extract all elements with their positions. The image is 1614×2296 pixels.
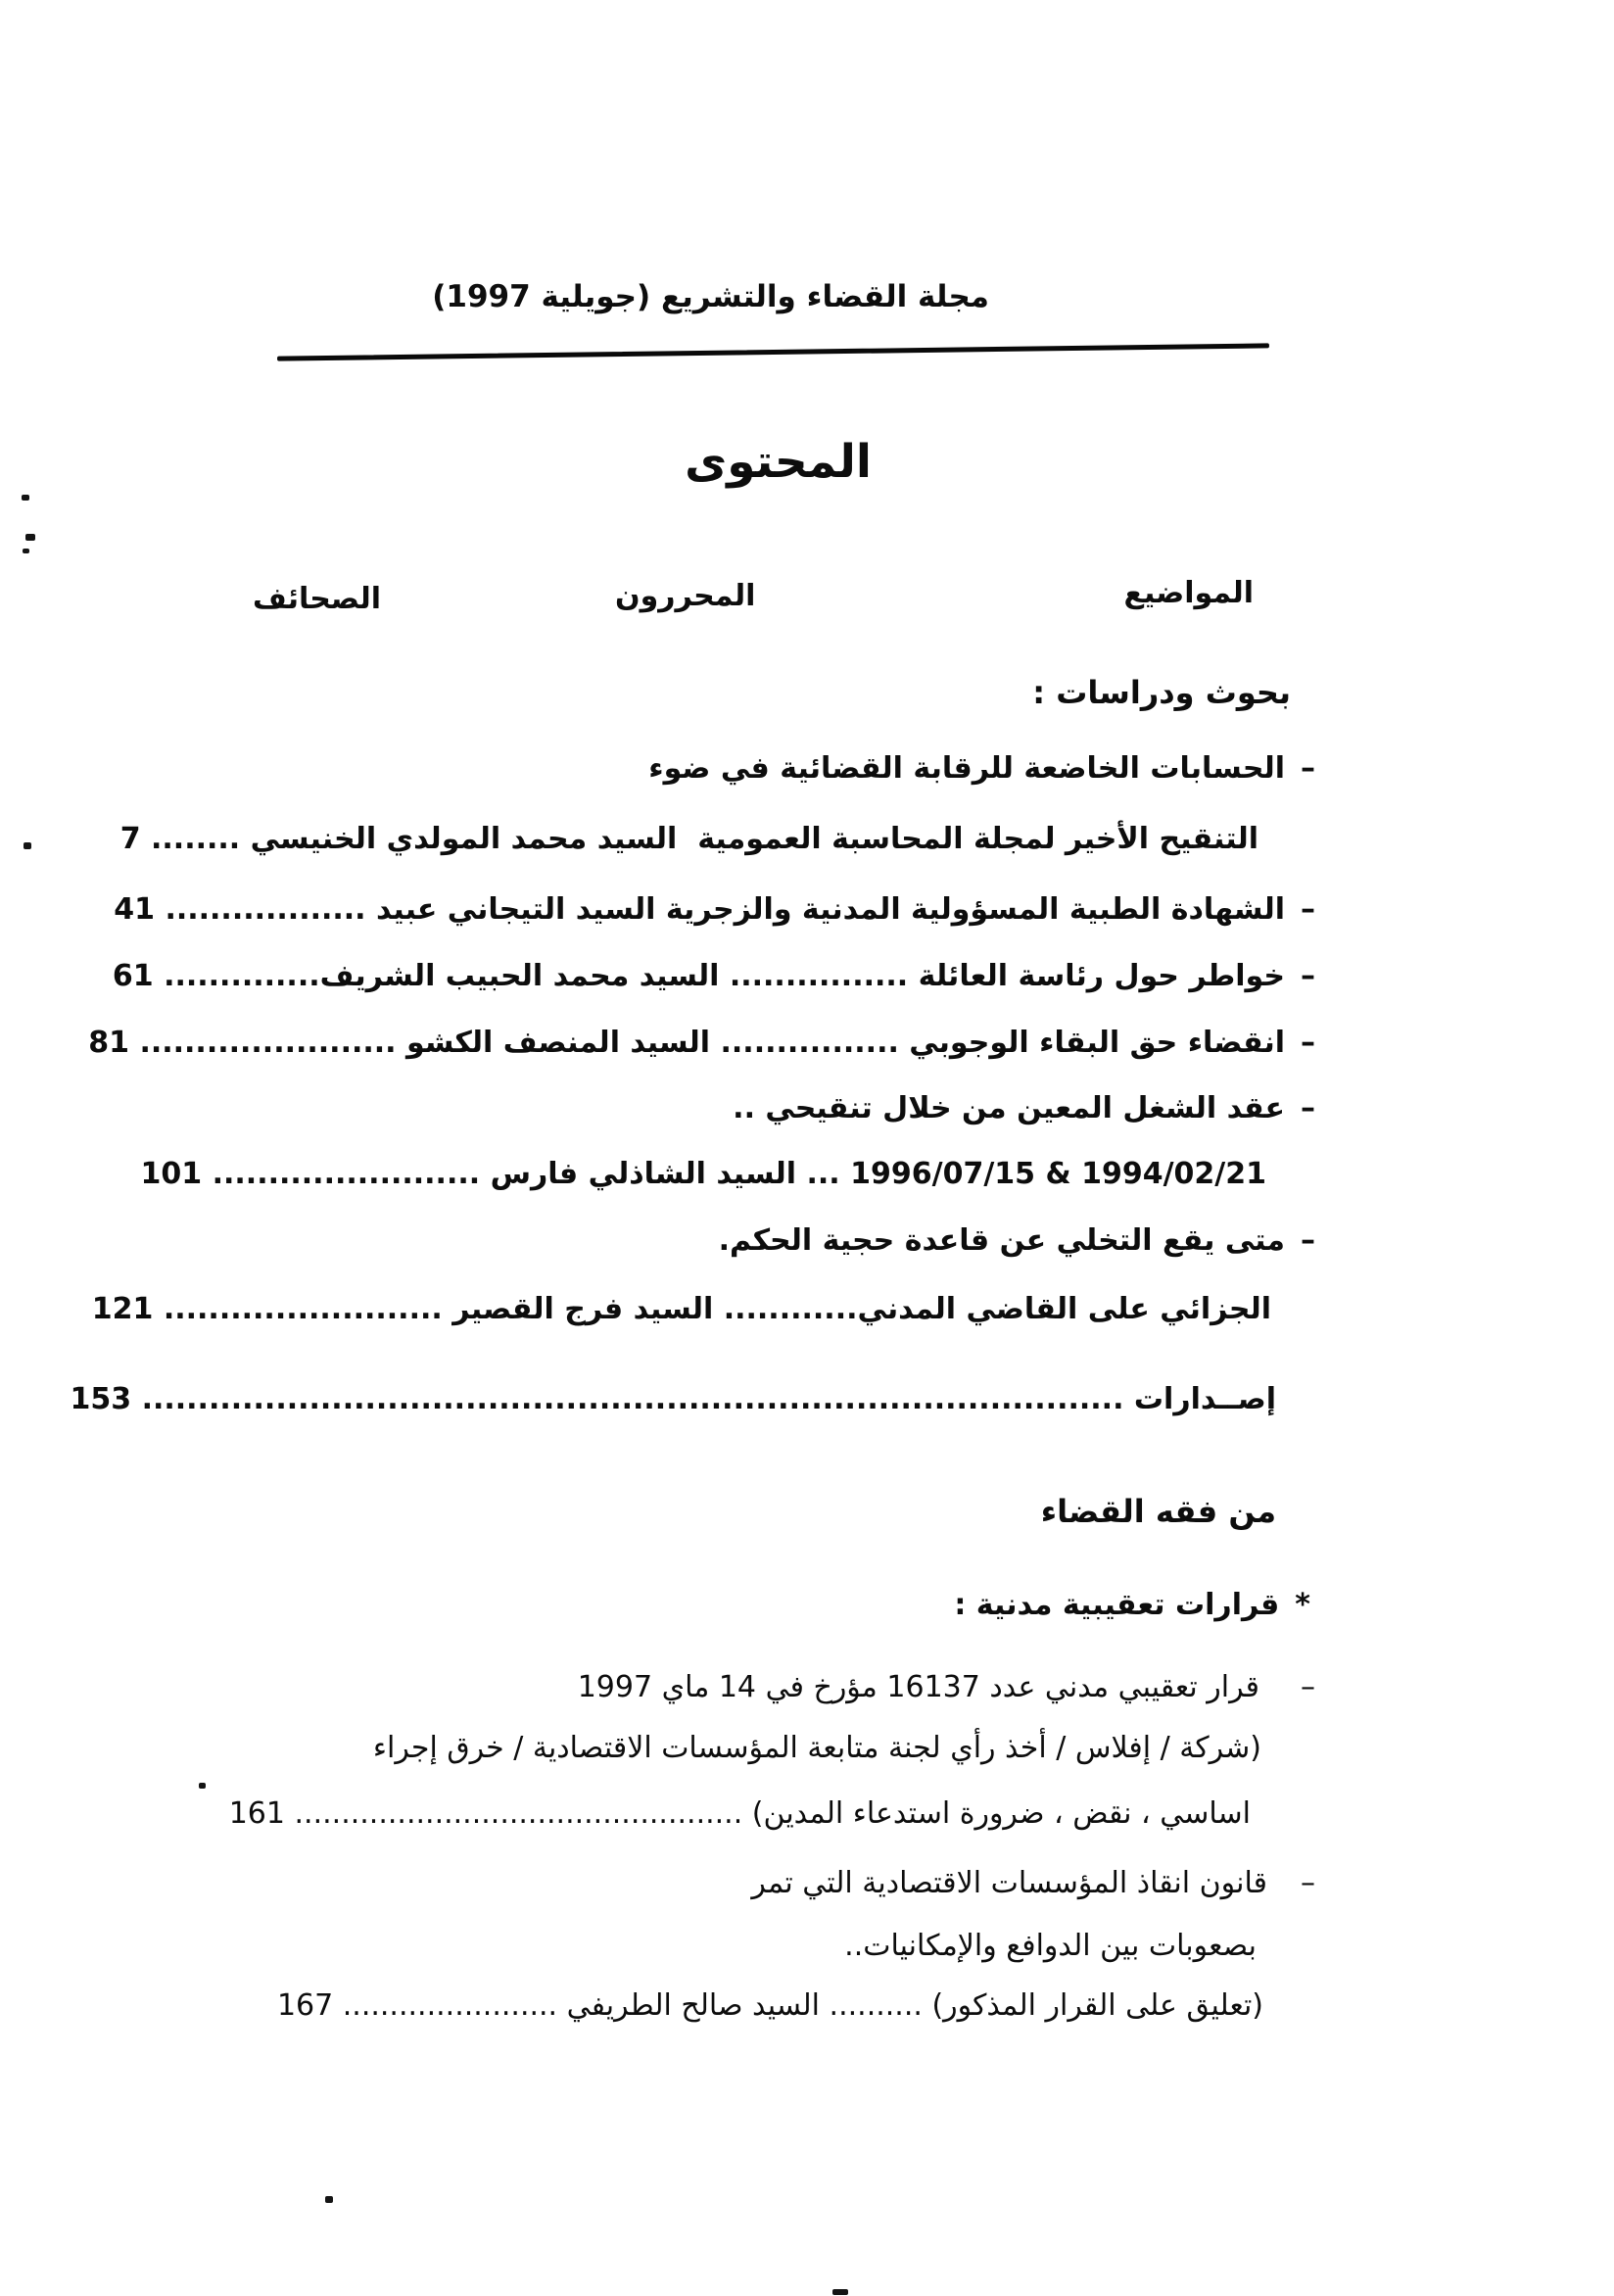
- column-header-pages: الصحائف: [253, 582, 381, 616]
- toc-entry-decision-16137-line3: اساسي ، نقض ، ضرورة استدعاء المدين) ................................................ 161: [228, 1796, 1251, 1831]
- dash-bullet-icon: –: [1301, 1670, 1315, 1704]
- dash-bullet-icon: –: [1301, 751, 1315, 786]
- column-header-editors: المحررون: [615, 579, 756, 613]
- scan-speck: [199, 1783, 206, 1789]
- scan-speck: [25, 534, 35, 541]
- dash-bullet-icon: –: [1301, 1091, 1315, 1125]
- subsection-heading-text: قرارات تعقيبية مدنية :: [954, 1588, 1280, 1622]
- toc-entry-text: متى يقع التخلي عن قاعدة حجية الحكم.: [718, 1223, 1285, 1258]
- scan-speck: [22, 495, 29, 501]
- toc-entry-rescue-law-line1: [751, 1865, 1315, 1902]
- asterisk-bullet-icon: *: [1295, 1588, 1310, 1622]
- section-heading-research: بحوث ودراسات :: [1032, 674, 1291, 711]
- toc-entry-right-of-stay: [88, 1025, 1315, 1062]
- toc-entry-decision-16137-line1: [578, 1669, 1315, 1706]
- toc-entry-work-contract-line1: [733, 1090, 1315, 1127]
- column-header-topics: المواضيع: [1123, 576, 1254, 610]
- header-divider-rule: [277, 343, 1269, 360]
- dash-bullet-icon: –: [1301, 1866, 1315, 1900]
- toc-entry-rescue-law-line3: (تعليق على القرار المذكور) .......... السيد صالح الطريفي ....................... 167: [276, 1988, 1263, 2023]
- toc-entry-text: خواطر حول رئاسة العائلة ................ السيد محمد الحبيب الشريف.............. 61: [112, 959, 1285, 993]
- toc-entry-family-headship: [113, 958, 1315, 995]
- section-heading-case-law: من فقه القضاء: [1040, 1493, 1276, 1530]
- toc-entry-medical-certificate: [114, 891, 1315, 929]
- toc-entry-rescue-law-line2: بصعوبات بين الدوافع والإمكانيات..: [844, 1929, 1257, 1963]
- toc-entry-accounts-line1: [648, 750, 1315, 788]
- dash-bullet-icon: –: [1301, 959, 1315, 993]
- toc-entry-publications: إصــدارات ........................................................................................ 153: [70, 1382, 1276, 1416]
- journal-title: مجلة القضاء والتشريع (جويلية 1997): [432, 279, 989, 314]
- toc-entry-accounts-line2: التنقيح الأخير لمجلة المحاسبة العمومية السيد محمد المولدي الخنيسي ........ 7: [119, 822, 1258, 856]
- toc-entry-text: قرار تعقيبي مدني عدد 16137 مؤرخ في 14 ماي 1997: [577, 1670, 1259, 1704]
- toc-entry-text: الحسابات الخاضعة للرقابة القضائية في ضوء: [648, 751, 1285, 786]
- toc-entry-decision-16137-line2: (شركة / إفلاس / أخذ رأي لجنة متابعة المؤسسات الاقتصادية / خرق إجراء: [372, 1731, 1261, 1765]
- subsection-civil-cassation: [954, 1587, 1310, 1624]
- dash-bullet-icon: –: [1301, 1026, 1315, 1060]
- toc-entry-text: انقضاء حق البقاء الوجوبي ................ السيد المنصف الكشو ....................... 81: [88, 1026, 1285, 1060]
- scan-speck: [23, 549, 29, 553]
- toc-entry-text: الشهادة الطبية المسؤولية المدنية والزجرية السيد التيجاني عبيد .................. 41: [114, 892, 1285, 927]
- toc-entry-res-judicata-line1: [719, 1222, 1315, 1260]
- dash-bullet-icon: –: [1301, 1223, 1315, 1258]
- toc-entry-text: عقد الشغل المعين من خلال تنقيحي ..: [733, 1091, 1285, 1125]
- toc-entry-text: قانون انقاذ المؤسسات الاقتصادية التي تمر: [751, 1866, 1267, 1900]
- toc-entry-res-judicata-line2: الجزائي على القاضي المدني............ السيد فرج القصير ......................... 121: [91, 1292, 1271, 1326]
- dash-bullet-icon: –: [1301, 892, 1315, 927]
- scan-speck: [24, 842, 31, 849]
- toc-entry-work-contract-line2: 1994/02/21 & 1996/07/15 ... السيد الشاذلي فارس ........................ 101: [140, 1157, 1266, 1191]
- scan-speck: [325, 2196, 333, 2203]
- scan-speck: [832, 2289, 848, 2295]
- page-title: المحتوى: [685, 435, 872, 489]
